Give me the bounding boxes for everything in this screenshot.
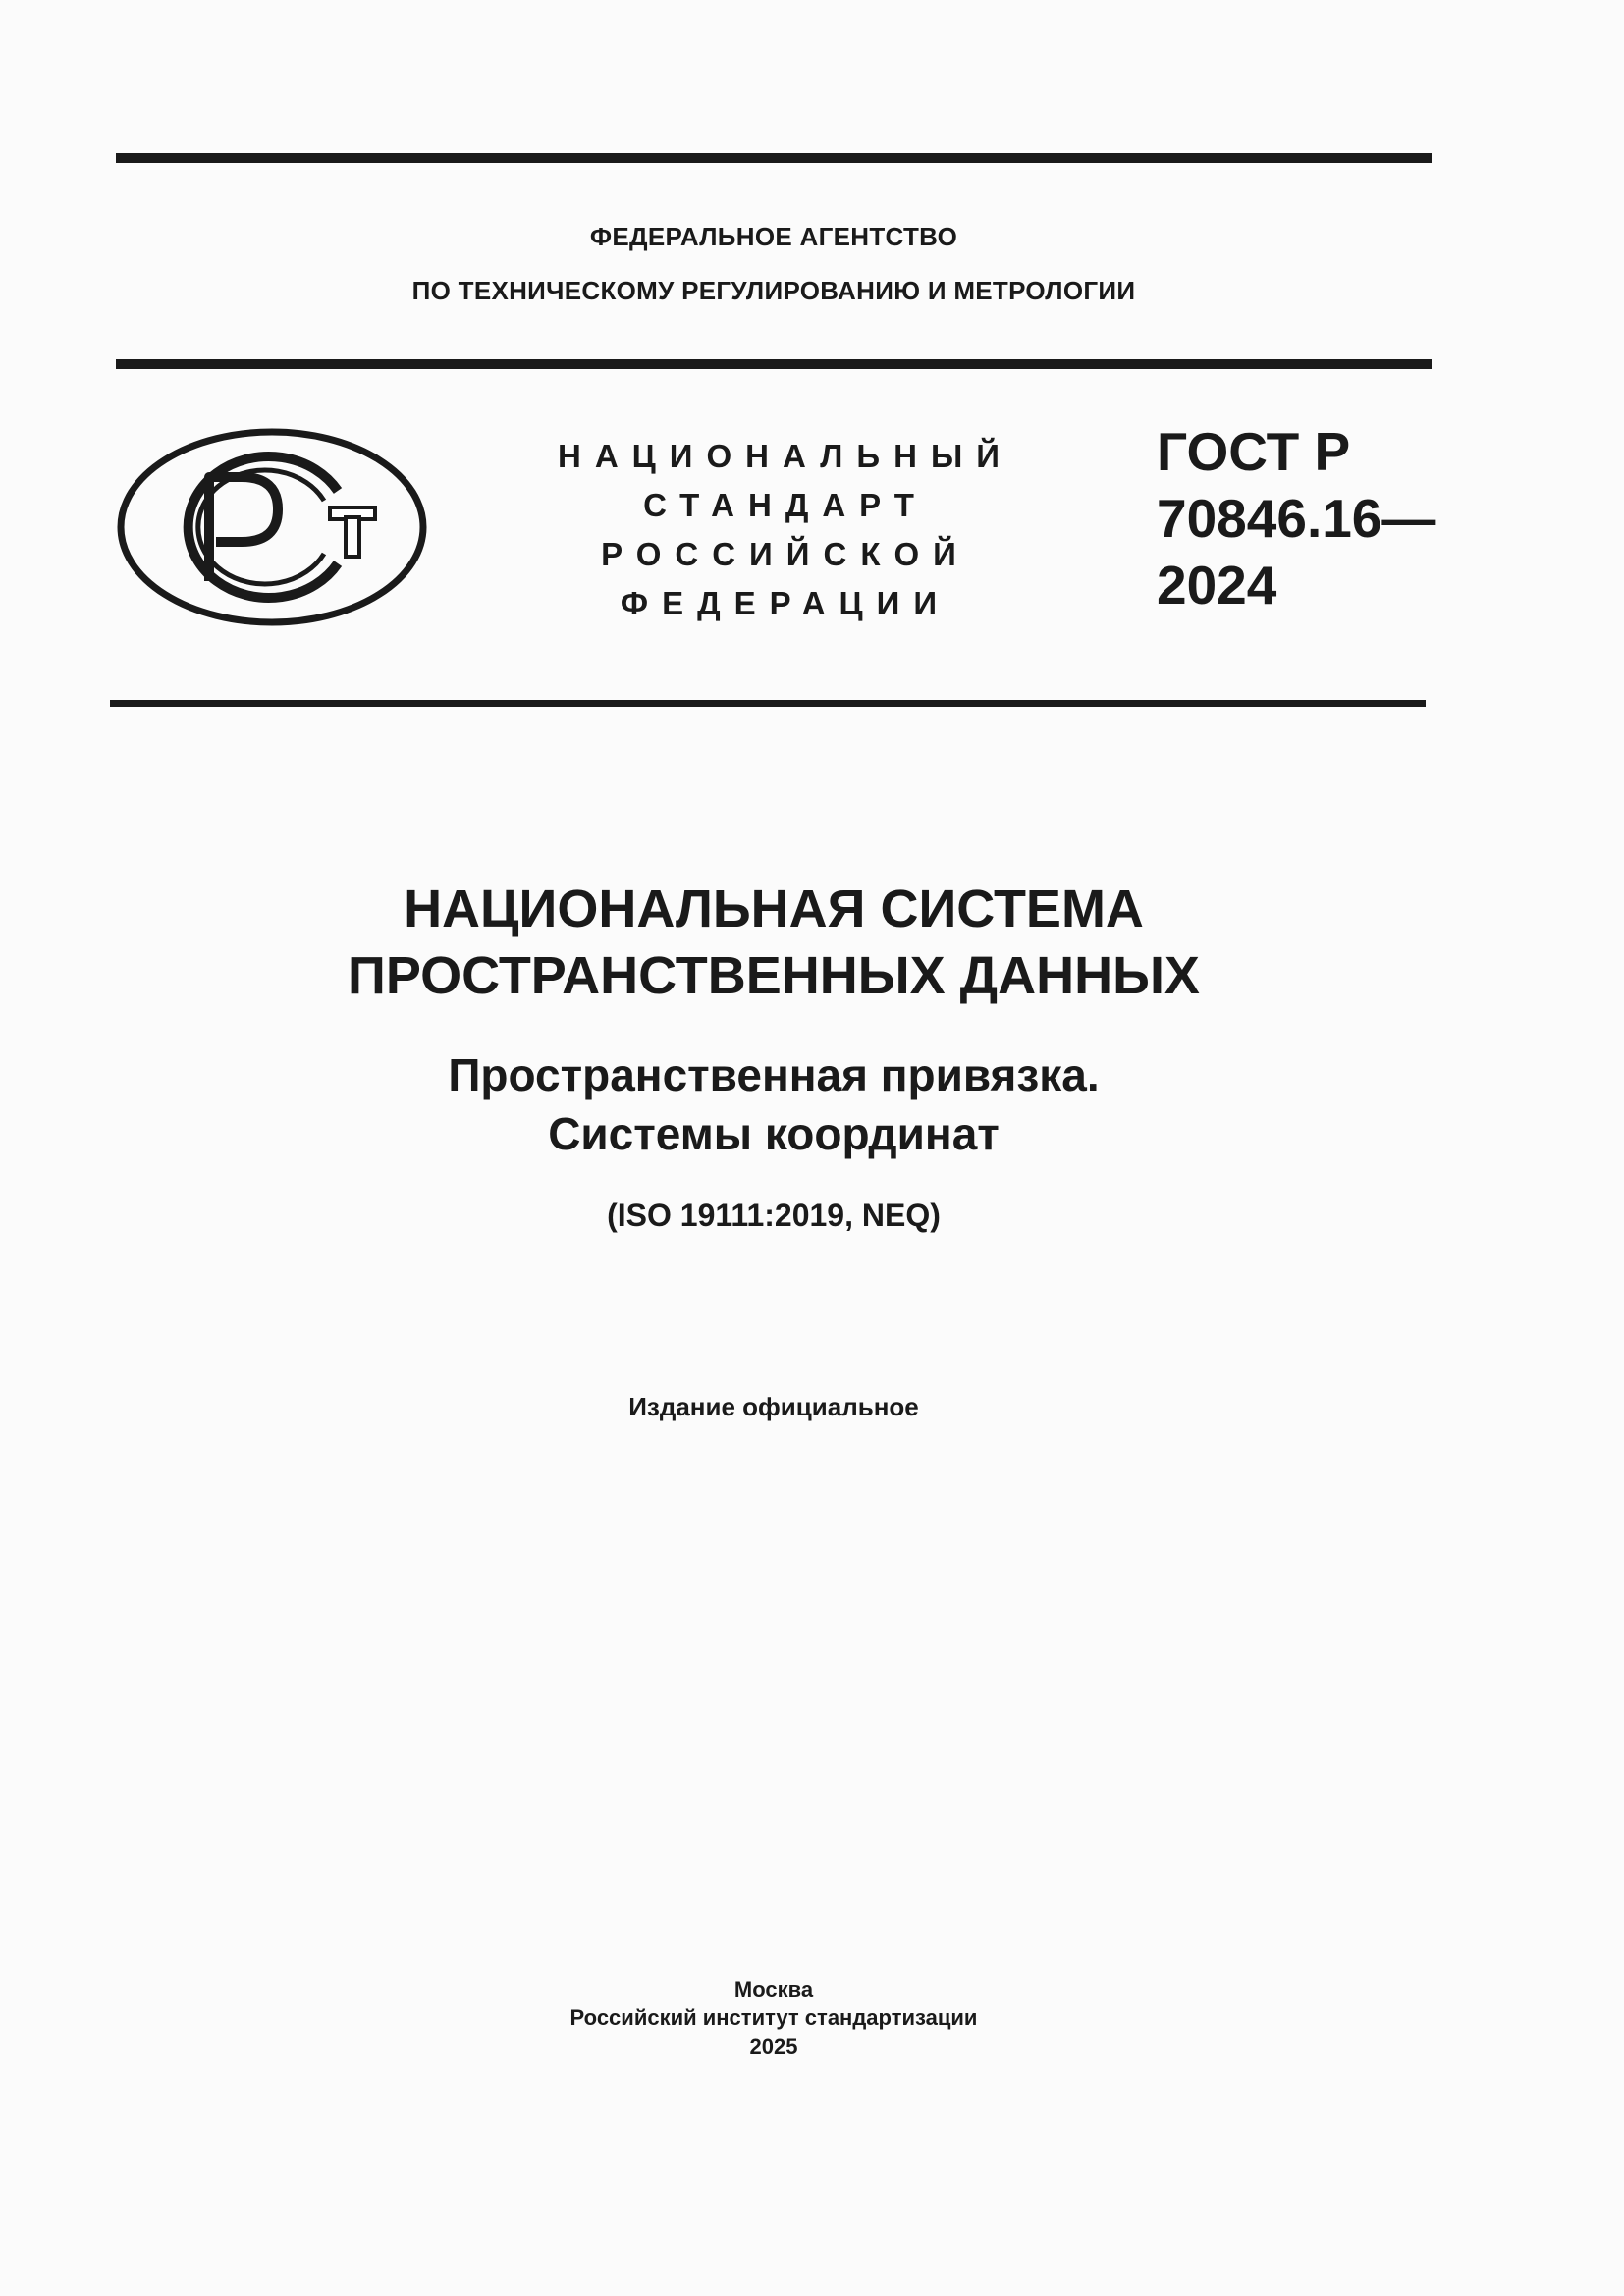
imprint xyxy=(116,1975,1432,2060)
iso-reference: (ISO 19111:2019, NEQ) xyxy=(607,1198,941,1233)
edition-label: Издание официальное xyxy=(628,1392,919,1421)
top-rule xyxy=(116,153,1432,163)
standard-type-label xyxy=(550,432,1021,628)
title-line-1: НАЦИОНАЛЬНАЯ СИСТЕМА xyxy=(404,880,1144,938)
standard-type-line-4: ФЕДЕРАЦИИ xyxy=(620,585,951,621)
agency-name-line-2: ПО ТЕХНИЧЕСКОМУ РЕГУЛИРОВАНИЮ И МЕТРОЛОГИИ xyxy=(411,276,1136,305)
designation-rule xyxy=(110,700,1426,707)
subtitle-line-1: Пространственная привязка. xyxy=(448,1049,1100,1100)
imprint-year: 2025 xyxy=(749,2034,798,2058)
standard-designation xyxy=(1157,418,1435,618)
imprint-publisher: Российский институт стандартизации xyxy=(569,2005,978,2030)
designation-line-1: ГОСТ Р xyxy=(1157,421,1351,482)
designation-line-3: 2024 xyxy=(1157,555,1277,615)
standard-type-line-3: РОССИЙСКОЙ xyxy=(601,536,970,572)
designation-line-2: 70846.16— xyxy=(1157,488,1436,549)
standard-type-line-2: СТАНДАРТ xyxy=(643,487,928,523)
gost-r-mark-icon xyxy=(116,426,428,628)
document-title xyxy=(116,876,1432,1009)
standard-type-line-1: НАЦИОНАЛЬНЫЙ xyxy=(558,438,1013,474)
title-line-2: ПРОСТРАНСТВЕННЫХ ДАННЫХ xyxy=(348,946,1200,1005)
header-rule xyxy=(116,359,1432,369)
subtitle-line-2: Системы координат xyxy=(548,1108,1000,1159)
imprint-city: Москва xyxy=(733,1977,814,2002)
agency-name-line-1: ФЕДЕРАЛЬНОЕ АГЕНТСТВО xyxy=(589,222,958,251)
document-subtitle xyxy=(116,1045,1432,1163)
